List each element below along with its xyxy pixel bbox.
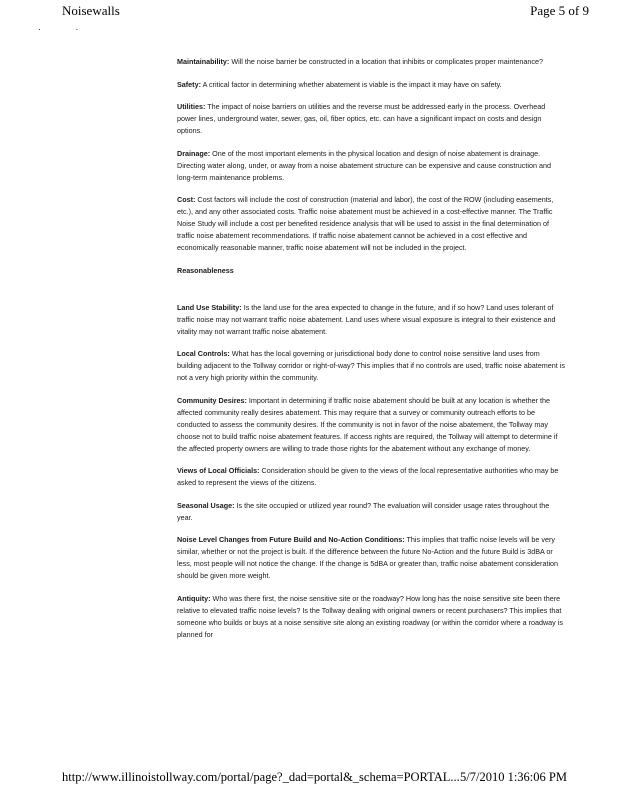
term-local-controls: Local Controls: — [177, 349, 230, 358]
header-title: Noisewalls — [62, 3, 120, 18]
text-land-use-stability: Is the land use for the area expected to change in the future, and if so how? Land uses tolerant of traffic noise may not warrant traffic noise abatement. Land uses where visual exposure is integral to their existence and vitality may not warrant traffic noise abatement. — [177, 302, 556, 336]
paragraph-cost — [177, 194, 565, 254]
text-safety: A critical factor in determining whether abatement is viable is the impact it may have on safety. — [200, 79, 502, 89]
text-cost: Cost factors will include the cost of construction (material and labor), the cost of the ROW (including easements, etc.), and any other associated costs. Traffic noise abatement must be achieved in a cost-effective manner. The Traffic Noise Study will include a cost per benefited residence analysis that will be used to assist in the final determination of traffic noise abatement recommendations. If traffic noise abatement cannot be achieved in a cost effective and economically reasonable manner, traffic noise abatement will not be included in the project. — [177, 195, 554, 252]
term-antiquity: Antiquity: — [177, 593, 211, 603]
term-maintainability: Maintainability: — [177, 57, 230, 66]
paragraph-community-desires — [177, 395, 565, 455]
page-number: Page 5 of 9 — [530, 3, 589, 18]
footer-url: http://www.illinoistollway.com/portal/page?_dad=portal&_schema=PORTAL... — [62, 770, 460, 784]
term-noise-level-changes: Noise Level Changes from Future Build and No-Action Conditions: — [177, 535, 405, 544]
term-safety: Safety: — [177, 79, 201, 89]
paragraph-noise-level-changes — [177, 534, 565, 582]
footer-datetime: 5/7/2010 1:36:06 PM — [460, 770, 567, 784]
scan-marks: . . — [38, 22, 95, 33]
text-drainage: One of the most important elements in the physical location and design of noise abatement is drainage. Directing water along, under, or away from a noise abatement structure can be expensive and cause construction and long-term maintenance problems. — [177, 148, 551, 182]
document-body — [177, 56, 565, 651]
text-seasonal-usage: Is the site occupied or utilized year round? The evaluation will consider usage rates throughout the year. — [177, 500, 550, 522]
text-community-desires: Important in determining if traffic noise abatement should be built at any location is whether the affected community really desires abatement. This may require that a survey or community outreach efforts to be conducted to assess the community desires. If the community is not in favor of the noise abatement, the Tollway may choose not to build traffic noise abatement features. If access rights are required, the Tollway will attempt to determine if the affected property owners are willing to trade those rights for the abatement without any exchange of money. — [177, 395, 558, 453]
text-noise-level-changes: This implies that traffic noise levels will be very similar, whether or not the project is built. If the difference between the future No-Action and the future Build is 3dBA or less, most people will not notice the change. If the change is 5dBA or greater than, traffic noise abatement consideration should be given more weight. — [177, 535, 559, 580]
text-local-controls: What has the local governing or jurisdictional body done to control noise sensitive land uses from building adjacent to the Tollway corridor or right-of-way? This implies that if no controls are used, traffic noise abatement is not a very high priority within the community. — [177, 349, 565, 382]
paragraph-utilities — [177, 101, 565, 137]
paragraph-drainage — [177, 148, 565, 184]
paragraph-maintainability — [177, 56, 565, 68]
term-utilities: Utilities: — [177, 102, 206, 111]
term-views-of-local-officials: Views of Local Officials: — [177, 466, 260, 475]
paragraph-local-controls — [177, 348, 565, 384]
paragraph-views-of-local-officials — [177, 465, 565, 489]
term-community-desires: Community Desires: — [177, 395, 247, 405]
term-cost: Cost: — [177, 195, 196, 204]
text-views-of-local-officials: Consideration should be given to the views of the local representative authorities who may be asked to represent the views of the citizens. — [177, 466, 559, 487]
term-drainage: Drainage: — [177, 148, 211, 158]
paragraph-safety — [177, 79, 565, 91]
paragraph-antiquity — [177, 593, 565, 641]
text-antiquity: Who was there first, the noise sensitive site or the roadway? How long has the noise sensitive site been there relative to elevated traffic noise levels? Is the Tollway dealing with original owners or recent purchasers? This implies that someone who builds or buys at a noise sensitive site along an existing roadway (or within the corridor where a roadway is planned for — [177, 593, 563, 639]
paragraph-seasonal-usage — [177, 500, 565, 524]
term-land-use-stability: Land Use Stability: — [177, 302, 242, 312]
term-seasonal-usage: Seasonal Usage: — [177, 500, 235, 510]
text-utilities: The impact of noise barriers on utilities and the reverse must be addressed early in the process. Overhead power lines, underground water, sewer, gas, oil, fiber optics, etc. can have a significant impact on costs and design options. — [177, 102, 546, 135]
section-title-reasonableness: Reasonableness — [177, 265, 234, 275]
text-maintainability: Will the noise barrier be constructed in a location that inhibits or complicates proper maintenance? — [229, 57, 543, 66]
paragraph-land-use-stability — [177, 302, 565, 338]
